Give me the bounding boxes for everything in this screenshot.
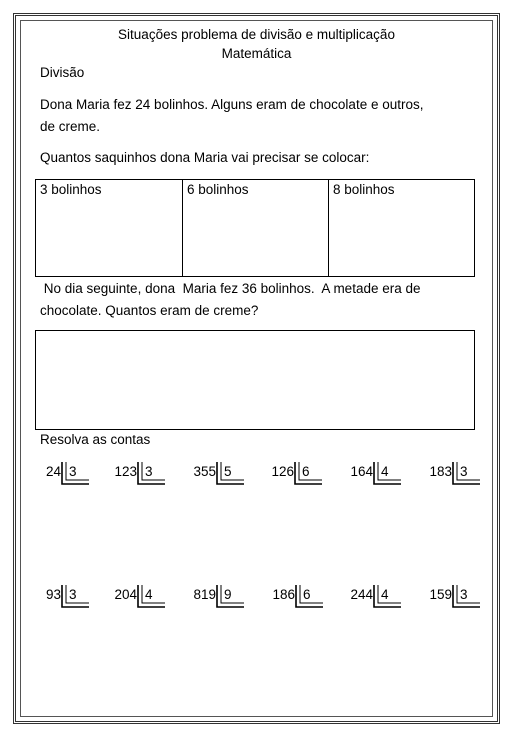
dividend: 819 xyxy=(193,587,216,602)
dividend: 164 xyxy=(350,464,373,479)
option-cell-1[interactable] xyxy=(36,180,182,276)
section-label: Divisão xyxy=(40,65,85,80)
divisor: 5 xyxy=(224,464,232,479)
divisor: 4 xyxy=(381,587,389,602)
worksheet-subtitle: Matemática xyxy=(221,46,292,61)
dividend: 126 xyxy=(271,464,294,479)
divisor: 3 xyxy=(69,464,77,479)
option-cell-3[interactable] xyxy=(328,180,474,276)
divisor: 6 xyxy=(303,587,311,602)
option-label-2: 6 bolinhos xyxy=(187,182,249,197)
problem1-line2: de creme. xyxy=(40,119,101,134)
dividend: 186 xyxy=(272,587,295,602)
divisor: 3 xyxy=(460,587,468,602)
dividend: 204 xyxy=(114,587,137,602)
divisor: 9 xyxy=(224,587,232,602)
dividend: 183 xyxy=(429,464,452,479)
divisor: 4 xyxy=(381,464,389,479)
worksheet-title: Situações problema de divisão e multiplicação xyxy=(118,27,395,42)
dividend: 93 xyxy=(45,587,61,602)
divisor: 4 xyxy=(145,587,153,602)
dividend: 123 xyxy=(114,464,137,479)
problem1-question: Quantos saquinhos dona Maria vai precisar se colocar: xyxy=(40,150,370,165)
problem2-line1: No dia seguinte, dona Maria fez 36 bolinhos. A metade era de xyxy=(40,281,421,296)
exercises-label: Resolva as contas xyxy=(40,432,151,447)
divisor: 6 xyxy=(302,464,310,479)
problem1-line1: Dona Maria fez 24 bolinhos. Alguns eram de chocolate e outros, xyxy=(40,97,424,112)
dividend: 24 xyxy=(45,464,61,479)
divisor: 3 xyxy=(460,464,468,479)
option-label-1: 3 bolinhos xyxy=(40,182,102,197)
option-cell-2[interactable] xyxy=(182,180,328,276)
answer-box[interactable] xyxy=(35,330,475,430)
options-table xyxy=(35,179,475,277)
dividend: 159 xyxy=(429,587,452,602)
dividend: 244 xyxy=(350,587,373,602)
problem2-line2: chocolate. Quantos eram de creme? xyxy=(40,303,259,318)
divisor: 3 xyxy=(69,587,77,602)
option-label-3: 8 bolinhos xyxy=(333,182,395,197)
dividend: 355 xyxy=(193,464,216,479)
divisor: 3 xyxy=(145,464,153,479)
